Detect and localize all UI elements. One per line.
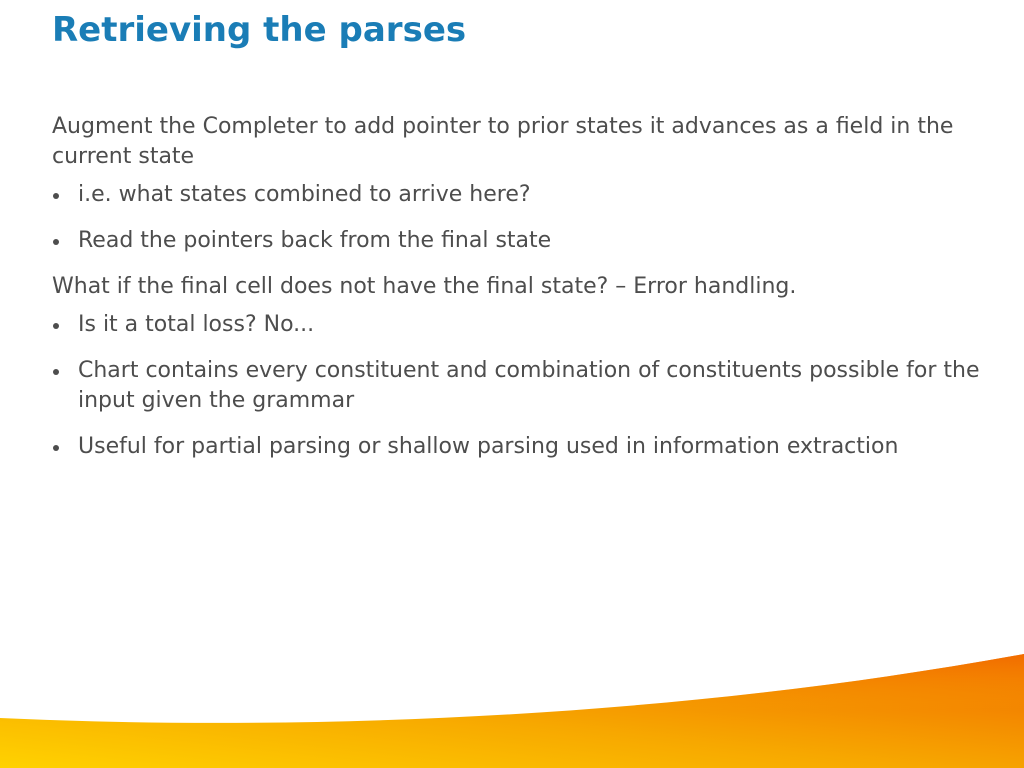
bullet-text: Read the pointers back from the final state (78, 228, 552, 253)
bullet-text: Is it a total loss? No... (78, 312, 315, 337)
slide-body (52, 112, 982, 478)
slide-title: Retrieving the parses (52, 10, 467, 50)
body-paragraph-error-handling: What if the final cell does not have the final state? – Error handling. (52, 274, 797, 299)
bullet-list-pointers (52, 180, 982, 256)
bullet-item (52, 310, 982, 340)
bullet-marker (53, 323, 59, 329)
body-paragraph-completer: Augment the Completer to add pointer to prior states it advances as a field in the current state (52, 114, 954, 169)
bullet-item (52, 226, 982, 256)
bullet-item (52, 432, 982, 462)
bullet-marker (53, 239, 59, 245)
bullet-marker (53, 445, 59, 451)
bullet-marker (53, 369, 59, 375)
bullet-marker (53, 193, 59, 199)
bullet-text: Chart contains every constituent and combination of constituents possible for the input given the grammar (78, 358, 980, 413)
bullet-item (52, 180, 982, 210)
orange-swoosh-decoration (0, 648, 1024, 768)
bullet-text: i.e. what states combined to arrive here? (78, 182, 531, 207)
bullet-text: Useful for partial parsing or shallow parsing used in information extraction (78, 434, 899, 459)
bullet-item (52, 356, 982, 416)
bullet-list-error-handling (52, 310, 982, 462)
